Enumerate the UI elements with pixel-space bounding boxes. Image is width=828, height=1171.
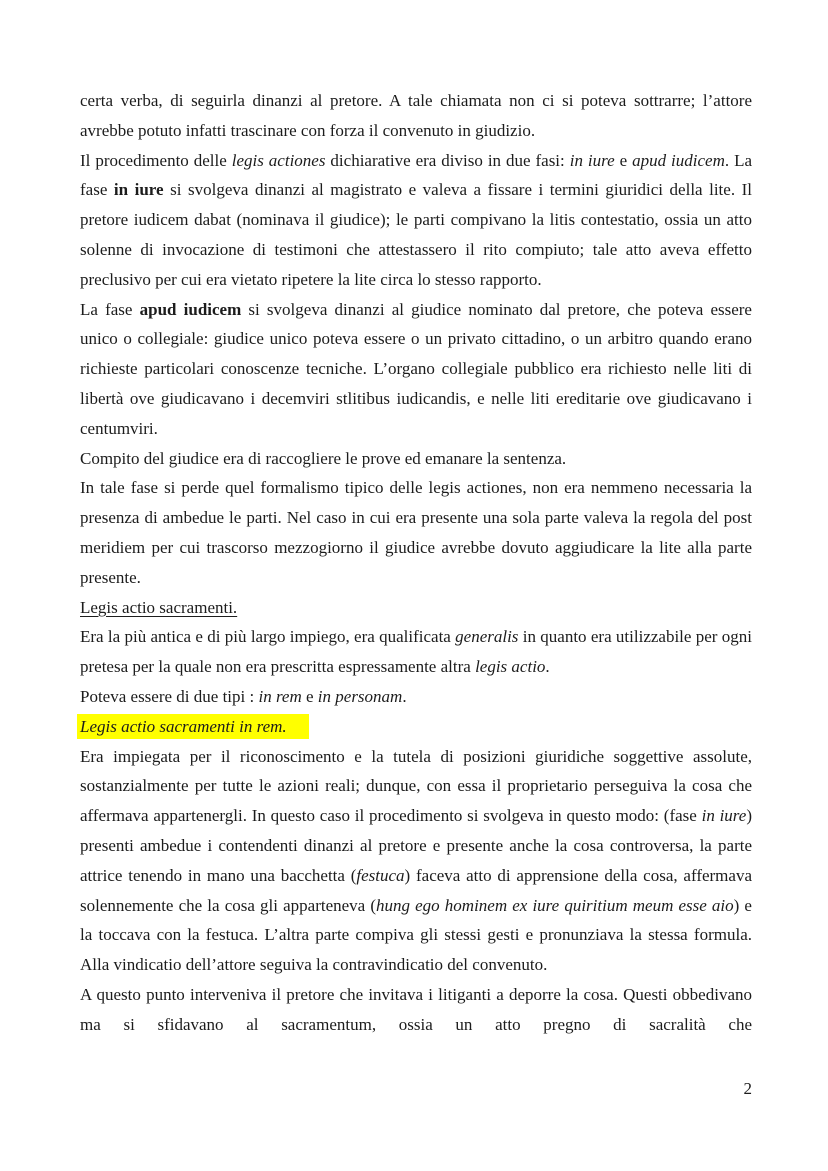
- text-run: in iure: [701, 806, 747, 826]
- text-run: in quanto era utilizzabile per ogni pretesa per la quale non era prescritta espressamente altra: [80, 627, 757, 677]
- document-body: [80, 86, 757, 1040]
- text-run: ) faceva atto di apprensione della cosa, affermava solennemente che la cosa gli apparteneva (: [80, 865, 757, 915]
- text-run: La fase: [80, 299, 140, 319]
- paragraph: [80, 980, 757, 1040]
- text-run: Era impiegata per il riconoscimento e la tutela di posizioni giuridiche soggettive assolute, sostanzialmente per tutte le azioni reali; dunque, con essa il proprietario perseguiva la cosa che affermava appartenergli. In questo caso il procedimento si svolgeva in questo modo: (fase: [80, 746, 757, 826]
- text-run: legis actiones: [231, 150, 326, 170]
- paragraph: [80, 295, 757, 444]
- text-run: Compito del giudice era di raccogliere le prove ed emanare la sentenza.: [80, 448, 567, 468]
- text-run: apud iudicem: [139, 299, 242, 319]
- text-run: Il procedimento delle: [80, 150, 232, 170]
- text-run: Legis actio sacramenti.: [80, 597, 238, 617]
- text-run: In tale fase si perde quel formalismo tipico delle legis actiones, non era nemmeno necessaria la presenza di ambedue le parti. Nel caso in cui era presente una sola parte valeva la regola del post meridiem per cui trascorso mezzogiorno il giudice avrebbe dovuto aggiudicare la lite alla parte presente.: [80, 478, 757, 587]
- text-run: ) e la toccava con la festuca. L’altra parte compiva gli stessi gesti e pronunziava la stessa formula. Alla vindicatio dell’attore seguiva la contravindicatio del convenuto.: [80, 895, 757, 975]
- section-heading-legis-actio-sacramenti: [80, 593, 752, 623]
- text-run: Poteva essere di due tipi :: [80, 686, 259, 706]
- text-run: festuca: [356, 865, 405, 885]
- paragraph: [80, 622, 757, 682]
- text-run: generalis: [455, 627, 519, 647]
- text-run: hung ego hominem ex iure quiritium meum esse aio: [376, 895, 734, 915]
- paragraph: [80, 444, 752, 474]
- text-run: si svolgeva dinanzi al magistrato e valeva a fissare i termini giuridici della lite. Il pretore iudicem dabat (nominava il giudice); le parti compivano la litis contestatio, ossia un atto solenne di invocazione di testimoni che attestassero il rito compiuto; tale atto aveva effetto preclusivo per cui era vietato ripetere la lite circa lo stesso rapporto.: [80, 180, 757, 289]
- text-run: e: [301, 686, 318, 706]
- text-run: e: [614, 150, 633, 170]
- paragraph: [80, 146, 757, 295]
- paragraph: [80, 682, 752, 712]
- paragraph: [80, 86, 757, 146]
- paragraph: [80, 473, 757, 592]
- paragraph: [80, 742, 757, 980]
- text-run: ) presenti ambedue i contendenti dinanzi al pretore e presente anche la cosa controversa, la parte attrice tenendo in mano una bacchetta (: [80, 806, 757, 885]
- text-run: in iure: [113, 180, 164, 200]
- text-run: Legis actio sacramenti in rem.: [77, 714, 309, 739]
- text-run: .: [545, 657, 550, 677]
- text-run: in personam: [317, 686, 403, 706]
- text-run: dichiarative era diviso in due fasi:: [325, 150, 570, 170]
- text-run: Era la più antica e di più largo impiego, era qualificata: [80, 627, 456, 647]
- text-run: A questo punto interveniva il pretore che invitava i litiganti a deporre la cosa. Questi obbedivano ma si sfidavano al sacramentum, ossia un atto pregno di sacralità che: [80, 984, 757, 1034]
- text-run: si svolgeva dinanzi al giudice nominato dal pretore, che poteva essere unico o collegiale: giudice unico poteva essere o un privato cittadino, o un arbitro quando erano richieste particolari conoscenze tecniche. L’organo collegiale pubblico era richiesto nelle liti di libertà ove giudicavano i decemviri stlitibus iudicandis, e nelle liti ereditarie ove giudicavano i centumviri.: [80, 299, 757, 438]
- text-run: apud iudicem: [632, 150, 725, 170]
- text-run: in iure: [569, 150, 615, 170]
- text-run: certa verba, di seguirla dinanzi al pretore. A tale chiamata non ci si poteva sottrarre; l’attore avrebbe potuto infatti trascinare con forza il convenuto in giudizio.: [80, 91, 757, 140]
- text-run: legis actio: [475, 657, 546, 677]
- page-number: 2: [743, 1079, 752, 1098]
- text-run: in rem: [258, 686, 302, 706]
- text-run: . La fase: [80, 150, 757, 200]
- text-run: .: [402, 686, 407, 706]
- section-heading-legis-actio-sacramenti-in-rem: [80, 712, 752, 742]
